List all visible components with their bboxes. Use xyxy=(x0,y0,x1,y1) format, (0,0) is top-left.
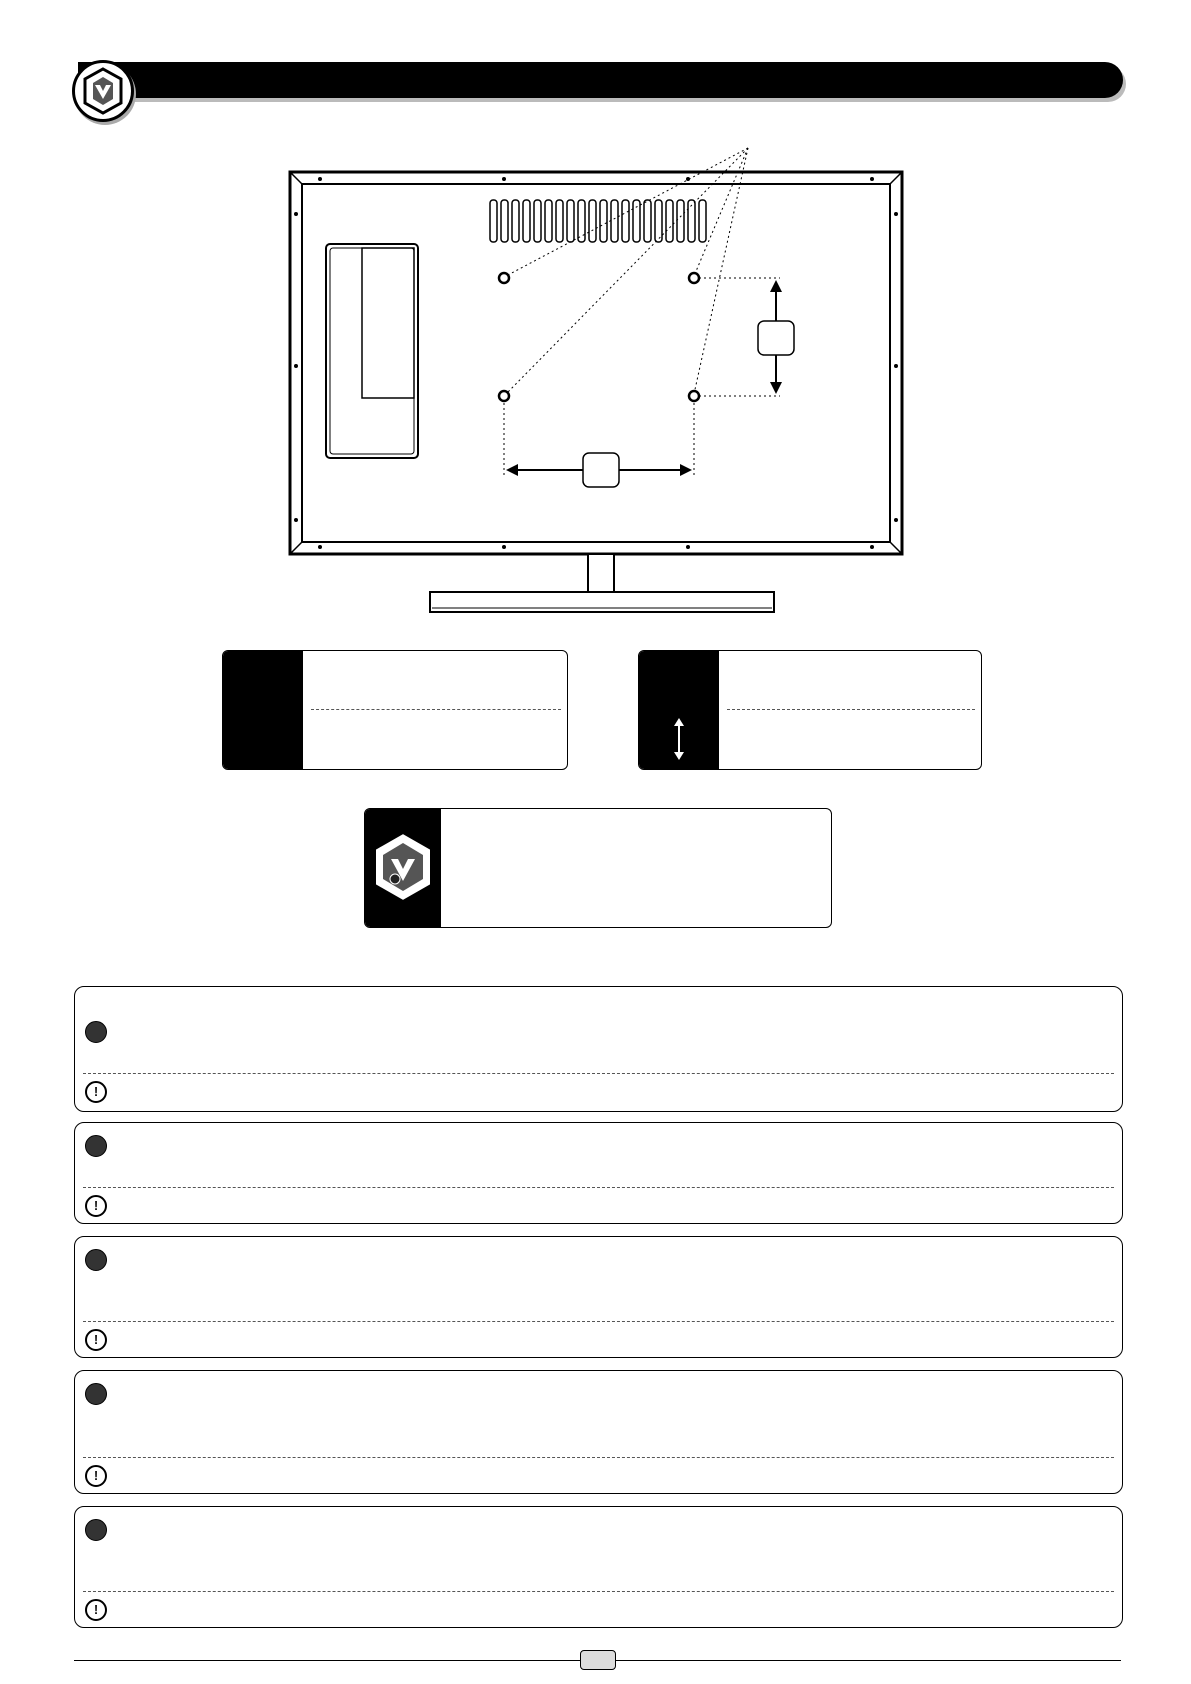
warning-icon: ! xyxy=(85,1329,107,1351)
step-box-2 xyxy=(74,1122,1123,1224)
step-box-3 xyxy=(74,1236,1123,1358)
spec-tab xyxy=(639,651,719,769)
step-bullet-icon xyxy=(85,1519,107,1541)
warning-icon: ! xyxy=(85,1599,107,1621)
divider xyxy=(83,1457,1114,1458)
step-box-1 xyxy=(74,986,1123,1112)
vesa-mounting-compliant-icon xyxy=(371,831,435,903)
vertical-arrow-icon xyxy=(669,717,689,761)
tv-back-diagram xyxy=(0,0,1191,650)
divider xyxy=(311,709,561,710)
step-bullet-icon xyxy=(85,1135,107,1157)
spec-box-vertical xyxy=(638,650,982,770)
spec-box-horizontal xyxy=(222,650,568,770)
divider xyxy=(83,1187,1114,1188)
spec-tab xyxy=(365,809,441,927)
divider xyxy=(83,1073,1114,1074)
warning-icon: ! xyxy=(85,1081,107,1103)
divider xyxy=(83,1591,1114,1592)
spec-tab xyxy=(223,651,303,769)
step-box-5 xyxy=(74,1506,1123,1628)
step-box-4 xyxy=(74,1370,1123,1494)
vesa-compliance-box xyxy=(364,808,832,928)
divider xyxy=(83,1321,1114,1322)
warning-icon: ! xyxy=(85,1465,107,1487)
step-bullet-icon xyxy=(85,1021,107,1043)
step-bullet-icon xyxy=(85,1249,107,1271)
warning-icon: ! xyxy=(85,1195,107,1217)
divider xyxy=(727,709,975,710)
page-number xyxy=(580,1650,616,1670)
step-bullet-icon xyxy=(85,1383,107,1405)
